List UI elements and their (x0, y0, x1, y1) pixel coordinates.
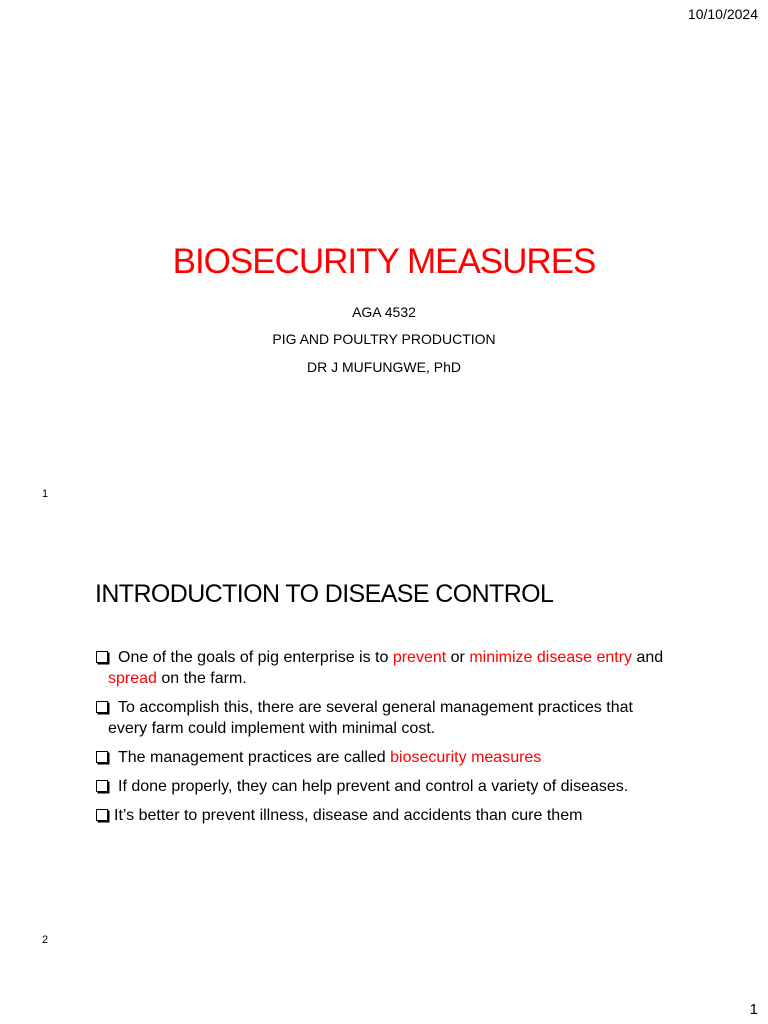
bullet-item: If done properly, they can help prevent and control a variety of diseases. (96, 776, 676, 797)
highlight-minimize-disease-entry: minimize disease entry (469, 649, 633, 666)
slide-1-number: 1 (42, 488, 49, 500)
course-name: PIG AND POULTRY PRODUCTION (272, 331, 496, 347)
print-date: 10/10/2024 (687, 6, 758, 22)
checkbox-square-icon (96, 780, 108, 792)
page-number: 1 (749, 1001, 758, 1018)
checkbox-square-icon (96, 701, 108, 713)
bullet-list (96, 647, 676, 834)
checkbox-square-icon (96, 809, 108, 821)
slide-1-title: BIOSECURITY MEASURES (172, 242, 596, 281)
checkbox-square-icon (96, 751, 108, 763)
course-code: AGA 4532 (352, 304, 416, 320)
bullet-item: To accomplish this, there are several general management practices that every farm could implement with minimal cost. (96, 697, 676, 739)
bullet-item: It’s better to prevent illness, disease and accidents than cure them (96, 805, 676, 826)
highlight-spread: spread (108, 670, 157, 687)
slide-2-title: INTRODUCTION TO DISEASE CONTROL (95, 580, 554, 608)
checkbox-square-icon (96, 651, 108, 663)
highlight-biosecurity-measures: biosecurity measures (390, 749, 542, 766)
highlight-prevent: prevent (392, 649, 447, 666)
lecturer-name: DR J MUFUNGWE, PhD (307, 359, 461, 375)
bullet-item: One of the goals of pig enterprise is to prevent or minimize disease entry and spread on the farm. (96, 647, 676, 689)
slide-2-number: 2 (42, 934, 49, 946)
bullet-item: The management practices are called biosecurity measures (96, 747, 676, 768)
